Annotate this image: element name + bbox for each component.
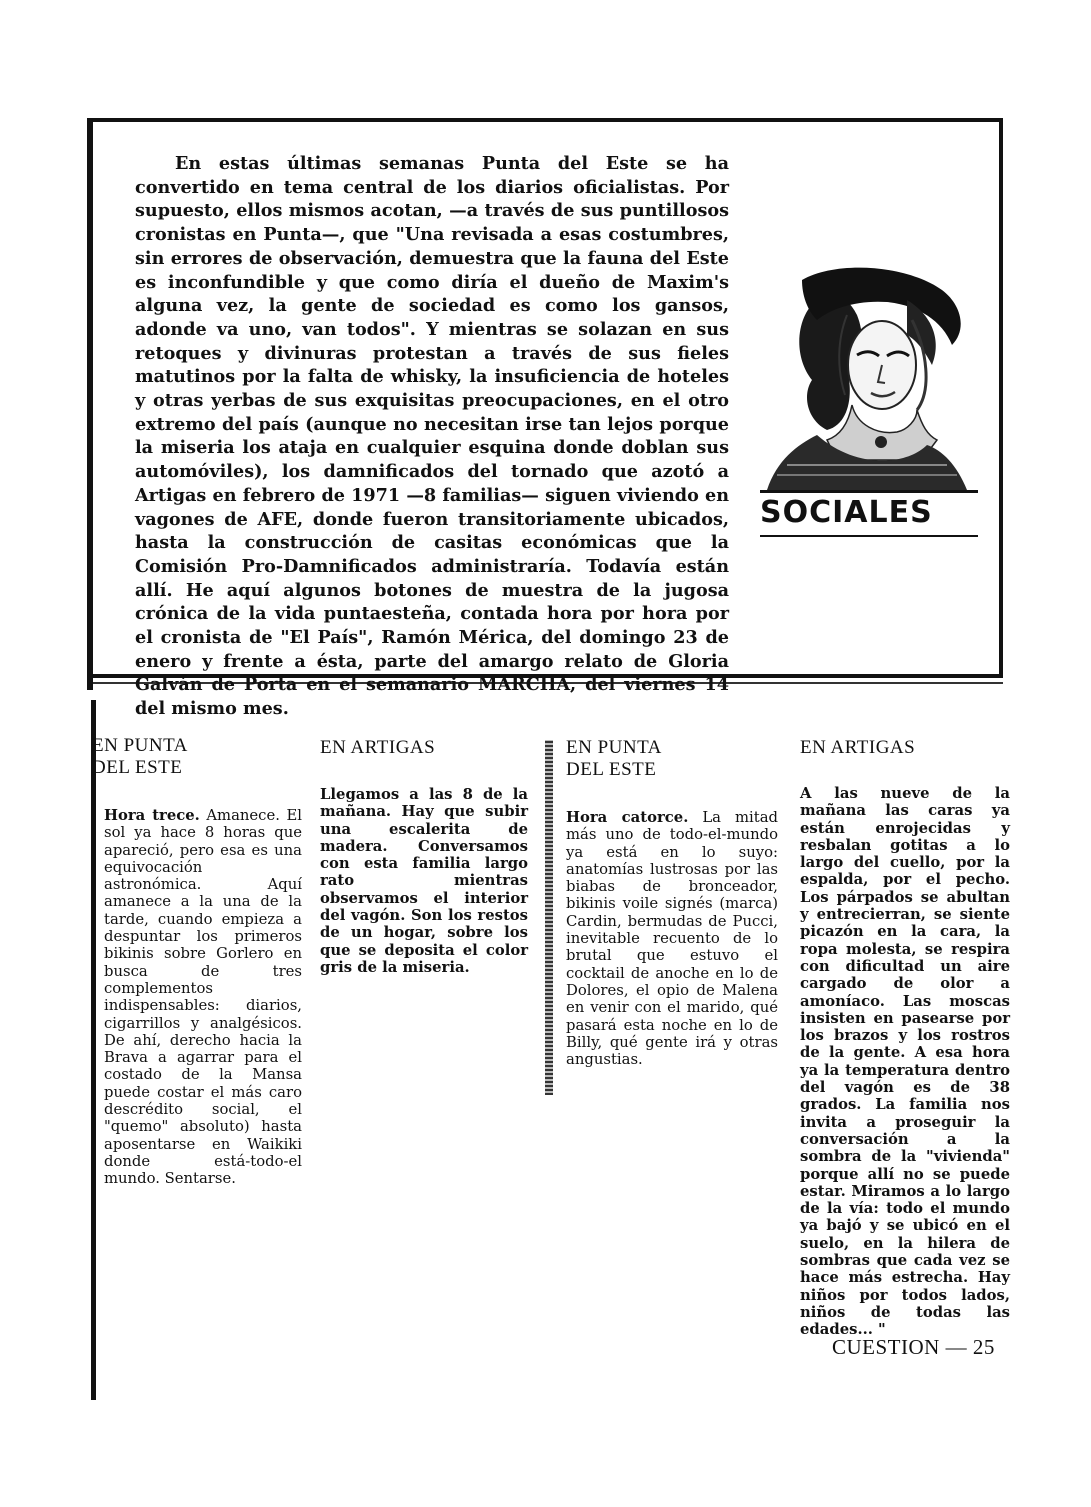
column-punta-2 [566,737,778,1068]
column-lead: Hora catorce. [566,809,689,826]
section-label-bottom-rule [760,535,978,537]
column-body: Llegamos a las 8 de la mañana. Hay que subir una escalerita de madera. Conversamos con esta familia largo rato mientras observamos el interior del vagón. Son los restos de un hogar, sobre los que se deposita el color gris de la miseria. [320,786,528,976]
column-heading: EN ARTIGAS [320,737,436,758]
column-artigas-2 [800,737,1010,1339]
column-divider [545,740,553,1095]
intro-text: En estas últimas semanas Punta del Este se ha convertido en tema central de los diarios oficialistas. Por supuesto, ellos mismos acotan, —a través de sus puntillosos cronistas en Punta—, que "Una revisada a esas costumbres, sin errores de observación, demuestra que la fauna del Este es inconfundible y que como diría el dueño de Maxim's alguna vez, la gente de sociedad es como los gansos, adonde va uno, van todos". Y mientras se solazan en sus retoques y divinuras protestan a través de sus fieles matutinos por la falta de whisky, la insuficiencia de hoteles y otras yerbas de sus exquisitas preocupaciones, en el otro extremo del país (aunque no necesitan irse tan lejos porque la miseria los ataja en cualquier esquina donde doblan sus automóviles), los damnificados del tornado que azotó a Artigas en febrero de 1971 —8 familias— siguen viviendo en vagones de AFE, donde fueron transitoriamente ubicados, hasta la construcción de casitas económicas que la Comisión Pro-Damnificados administraría. Todavía están allí. He aquí algunos botones de muestra de la jugosa crónica de la vida puntaesteña, contada hora por hora por el cronista de "El País", Ramón Mérica, del domingo 23 de enero y frente a ésta, parte del amargo relato de Gloria Galván de Porta en el semanario MARCHA, del viernes 14 del mismo mes. [135,153,729,720]
column-text [94,807,302,1188]
intro-frame-left-rule [87,118,93,690]
section-label-top-rule [760,490,978,493]
column-heading: EN ARTIGAS [800,737,916,758]
column-artigas-1 [320,737,528,976]
section-label: SOCIALES [760,495,933,530]
column-lead: Hora trece. [104,807,200,824]
column-body: Amanece. El sol ya hace 8 horas que apareció, pero esa es una equivocación astronómica. Aquí amanece a la una de la tarde, cuando empieza a despuntar los primeros bikinis sobre Gorlero en busca de tres complementos indispensables: diarios, cigarrillos y analgésicos. De ahí, derecho hacia la Brava a agarrar para el costado de la Mansa puede costar el más caro descrédito social, el "quemo" absoluto) hasta aposentarse en Waikiki donde está-todo-el mundo. Sentarse. [104,807,302,1188]
column-heading: EN PUNTA DEL ESTE [566,737,662,780]
column-punta-1 [94,735,302,1188]
column-heading: EN PUNTA DEL ESTE [92,735,188,778]
column-body: La mitad más uno de todo-el-mundo ya está en lo suyo: anatomías lustrosas por las biabas de bronceador, bikinis voile signés (marca) Cardin, bermudas de Pucci, inevitable recuento de lo brutal que estuvo el cocktail de anoche en lo de Dolores, el opio de Malena en venir con el marido, qué pasará esta noche en lo de Billy, qué gente irá y otras angustias. [566,809,779,1069]
woman-portrait-illustration [757,260,977,492]
column-body: A las nueve de la mañana las caras ya están enrojecidas y resbalan gotitas a lo largo del cuello, por la espalda, por el pecho. Los párpados se abultan y entrecierran, se siente picazón en la cara, la ropa molesta, se respira con dificultad un aire cargado de olor a amoníaco. Las moscas insisten en pasearse por los brazos y los rostros de la gente. A esa hora ya la temperatura dentro del vagón es de 38 grados. La familia nos invita a proseguir la conversación a la sombra de la "vivienda" porque allí no se puede estar. Miramos a lo largo de la vía: todo el mundo ya bajó y se ubicó en el suelo, en la hilera de sombras que cada vez se hace más estrecha. Hay niños por todos lados, niños de todas las edades... " [800,785,1010,1339]
intro-paragraph [135,152,729,721]
page-footer: CUESTION — 25 [832,1335,995,1359]
column-text [566,809,778,1068]
